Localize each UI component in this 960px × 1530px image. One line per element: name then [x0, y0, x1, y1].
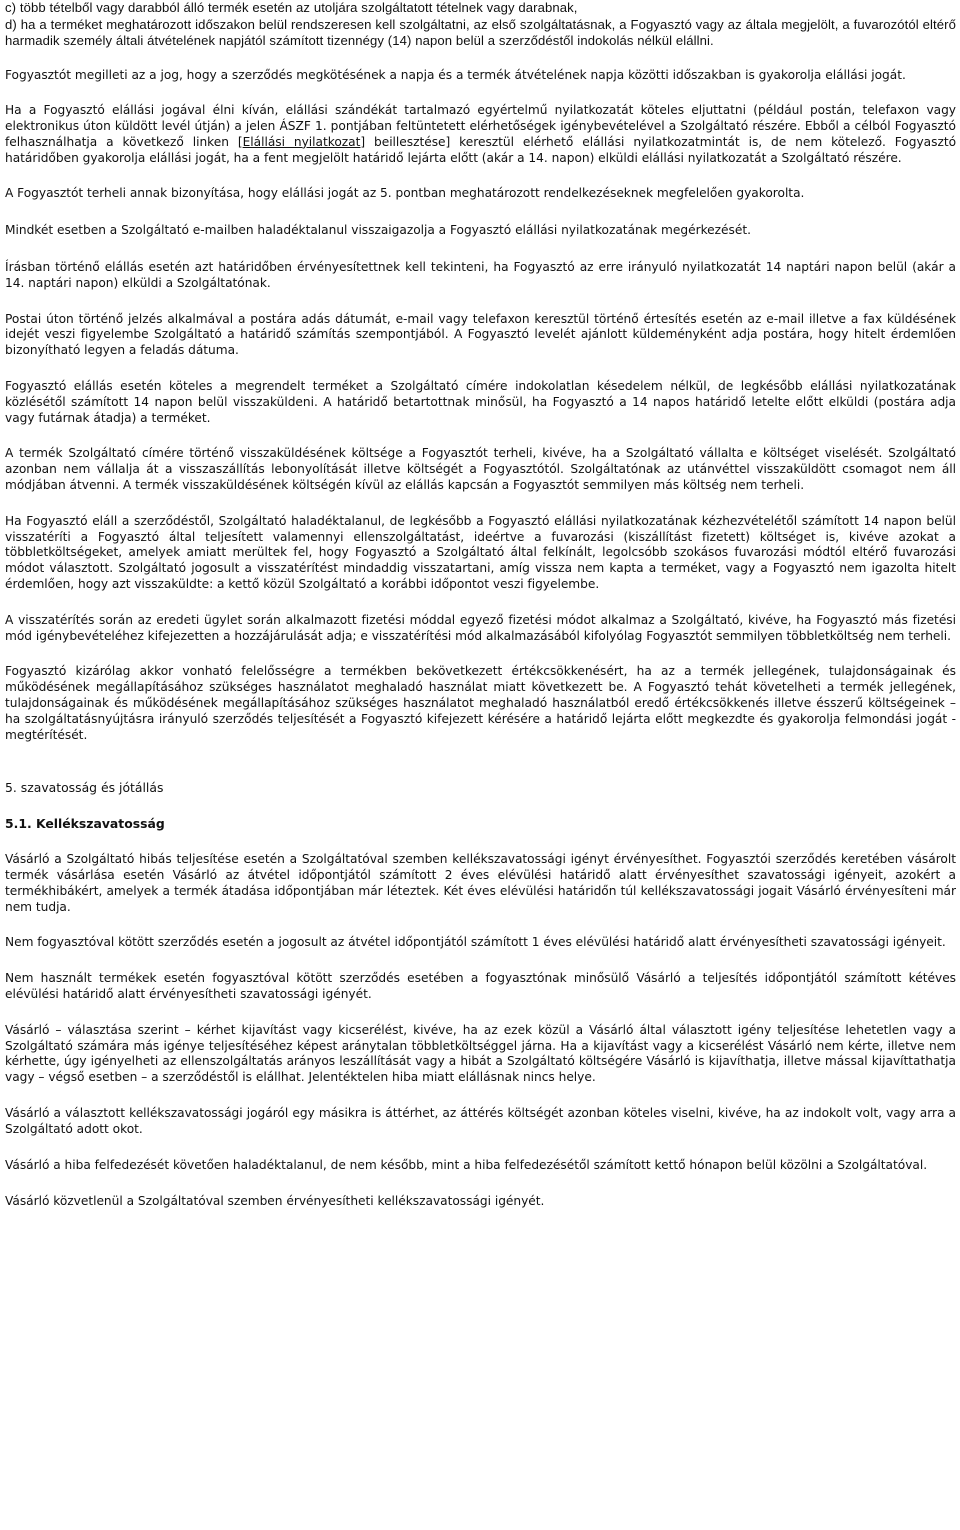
- subsection-heading-kellekszavatossag: 5.1. Kellékszavatosság: [5, 816, 165, 832]
- paragraph-direct-claim: Vásárló közvetlenül a Szolgáltatóval szemben érvényesítheti kellékszavatossági igényét.: [5, 1194, 545, 1209]
- paragraph-repair-replacement: Vásárló – választása szerint – kérhet kijavítást vagy kicserélést, kivéve, ha az ezek közül a Vásárló által választott igény teljesítése lehetetlen vagy a Szolgáltató számára más igénye teljesítéséhez képest aránytalan többletköltséggel járna. Ha a kijavítást vagy a kicserélést Vásárló nem kérte, illetve nem kérhette, úgy igényelheti az ellenszolgáltatás arányos leszállítását vagy a hibát a Szolgáltató költségére Vásárló is kijavíthatja, illetve mással kijavíttathatja vagy – végső esetben – a szerződéstől is elállhat. Jelentéktelen hiba miatt elállásnak nincs helye.: [5, 1022, 956, 1085]
- paragraph-written-withdrawal: Írásban történő elállás esetén azt határidőben érvényesítettnek kell tekinteni, ha Fogyasztó az erre irányuló nyilatkozatát 14 naptári napon belül (akár a 14. naptári napon) elküldi a Szolgáltatónak.: [5, 259, 956, 290]
- paragraph-return-obligation: Fogyasztó elállás esetén köteles a megrendelt terméket a Szolgáltató címére indokolatlan késedelem nélkül, de legkésőbb elállási nyilatkozatának közlésétől számított 14 napon belül visszaküldeni. A határidő betartottnak minősül, ha Fogyasztó a 14 napos határidő letelte előtt elküldi (postára adja vagy futárnak átadja) a terméket.: [5, 378, 956, 425]
- withdrawal-notice-text-after: beillesztése] keresztül elérhető elállási nyilatkozatmintát is, de nem kötelező. Fogyasztó határidőben gyakorolja elállási jogát, ha a fent megjelölt határidő lejárta előtt (akár a 14. napon) elküldi elállási nyilatkozatát a Szolgáltató részére.: [5, 134, 957, 165]
- paragraph-withdrawal-notice: [5, 103, 956, 166]
- withdrawal-notice-text-before: Ha a Fogyasztó elállási jogával élni kíván, elállási szándékát tartalmazó egyértelmű nyilatkozatát köteles eljuttatni (például postán, telefaxon vagy elektronikus úton küldött levél útján) a jelen ÁSZF 1. pontjában feltüntetett elérhetőségek igénybevételével a Szolgáltató részére. Ebből a célból Fogyasztó felhasználhatja a következő linken [: [5, 103, 956, 149]
- paragraph-warranty-claim: Vásárló a Szolgáltató hibás teljesítése esetén a Szolgáltatóval szemben kellékszavatossági igényt érvényesíthet. Fogyasztói szerződés keretében vásárolt termék vásárlása esetén Vásárló az átvétel időpontjától számított 2 éves elévülési határidő alatt érvényesíthet szavatossági igényeit, azokért a termékhibákért, amelyek a termék átadása időpontjában már léteztek. Két éves elévülési határidőn túl kellékszavatossági jogait Vásárló érvényesíteni már nem tudja.: [5, 852, 956, 914]
- paragraph-burden-of-proof: A Fogyasztót terheli annak bizonyítása, hogy elállási jogát az 5. pontban meghatározott rendelkezéseknek megfelelően gyakorolta.: [5, 186, 805, 201]
- paragraph-refund-method: A visszatérítés során az eredeti ügylet során alkalmazott fizetési móddal egyező fizetési módot alkalmaz a Szolgáltató, kivéve, ha Fogyasztó más fizetési mód igénybevételéhez kifejezetten a hozzájárulását adja; e visszatérítési mód alkalmazásából kifolyólag Fogyasztót semmilyen többletköltség nem terheli.: [5, 612, 956, 643]
- section-heading-warranty: 5. szavatosság és jótállás: [5, 780, 164, 796]
- paragraph-return-cost: A termék Szolgáltató címére történő visszaküldésének költsége a Fogyasztót terheli, kivéve, ha a Szolgáltató vállalta e költséget viselését. Szolgáltató azonban nem vállalja át a visszaszállítás lebonyolítását illetve költségét a Fogyasztótól. Szolgáltatónak az utánvéttel visszaküldött csomagot nem áll módjában átvenni. A termék visszaküldésének költségén kívül az elállás kapcsán a Fogyasztót semmilyen más költség nem terheli.: [5, 446, 956, 492]
- paragraph-postal-notice: Postai úton történő jelzés alkalmával a postára adás dátumát, e-mail vagy telefaxon keresztül történő értesítés esetén az e-mail illetve a fax küldésének idejét veszi figyelembe Szolgáltató a határidő számítás szempontjából. A Fogyasztó levelét ajánlott küldeményként adja postára, hogy hitelt érdemlően bizonyítható legyen a feladás dátuma.: [5, 311, 956, 358]
- paragraph-new-products: Nem használt termékek esetén fogyasztóval kötött szerződés esetében a fogyasztónak minősülő Vásárló a teljesítés időpontjától számított kétéves elévülési határidő alatt érvényesítheti szavatossági igényét.: [5, 971, 956, 1002]
- paragraph-withdrawal-right: Fogyasztót megilleti az a jog, hogy a szerződés megkötésének a napja és a termék átvételének napja közötti időszakban is gyakorolja elállási jogát.: [5, 68, 906, 83]
- withdrawal-form-link[interactable]: Elállási nyilatkozat]: [242, 134, 366, 149]
- paragraph-switch-claim: Vásárló a választott kellékszavatossági jogáról egy másikra is áttérhet, az áttérés költségét azonban köteles viselni, kivéve, ha az indokolt volt, vagy arra a Szolgáltató adott okot.: [5, 1106, 956, 1136]
- paragraph-defect-notice: Vásárló a hiba felfedezését követően haladéktalanul, de nem később, mint a hiba felfedezésétől számított kettő hónapon belül közölni a Szolgáltatóval.: [5, 1157, 928, 1172]
- paragraph-item-c: c) több tételből vagy darabból álló termék esetén az utoljára szolgáltatott tételnek vagy darabnak,: [5, 0, 578, 15]
- paragraph-refund: Ha Fogyasztó eláll a szerződéstől, Szolgáltató haladéktalanul, de legkésőbb a Fogyasztó elállási nyilatkozatának kézhezvételétől számított 14 napon belül visszatéríti a Fogyasztó által teljesített valamennyi ellenszolgáltatást, ideértve a fuvarozási (kiszállítást fizetett) költséget is, kivéve azokat a többletköltségeket, amelyek amiatt merültek fel, hogy Fogyasztó a Szolgáltató által felkínált, legolcsóbb szokásos fuvarozási módtól eltérő fuvarozási módot választott. Szolgáltató jogosult a visszatérítést mindaddig visszatartani, amíg vissza nem kapta a terméket, vagy a Fogyasztó nem igazolta hitelt érdemlően, hogy azt visszaküldte: a kettő közül Szolgáltató a korábbi időpontot veszi figyelembe.: [5, 513, 956, 591]
- paragraph-non-consumer: Nem fogyasztóval kötött szerződés esetén a jogosult az átvétel időpontjától számított 1 éves elévülési határidő alatt érvényesítheti szavatossági igényeit.: [5, 935, 946, 950]
- paragraph-item-d: d) ha a terméket meghatározott időszakon belül rendszeresen kell szolgáltatni, az első szolgáltatásnak, a Fogyasztó vagy az általa megjelölt, a fuvarozótól eltérő harmadik személy általi átvételének napjától számított tizennégy (14) napon belül a szerződéstől indokolás nélkül elállni.: [5, 16, 956, 48]
- paragraph-email-confirmation: Mindkét esetben a Szolgáltató e-mailben haladéktalanul visszaigazolja a Fogyasztó elállási nyilatkozatának megérkezését.: [5, 223, 751, 238]
- paragraph-depreciation: Fogyasztó kizárólag akkor vonható felelősségre a termékben bekövetkezett értékcsökkenésért, ha az a termék jellegének, tulajdonságainak és működésének megállapításához szükséges használatot meghaladó használat miatt következett be. A Fogyasztó tehát követelheti a termék jellegének, tulajdonságainak és működésének megállapításához szükséges használatot meghaladó használatból eredő értékcsökkenés illetve ésszerű költségeinek – ha szolgáltatásnyújtásra irányuló szerződés teljesítését a Fogyasztó kifejezett kérésére a határidő lejárta előtt megkezdte és gyakorolja felmondási jogát - megtérítését.: [5, 664, 956, 742]
